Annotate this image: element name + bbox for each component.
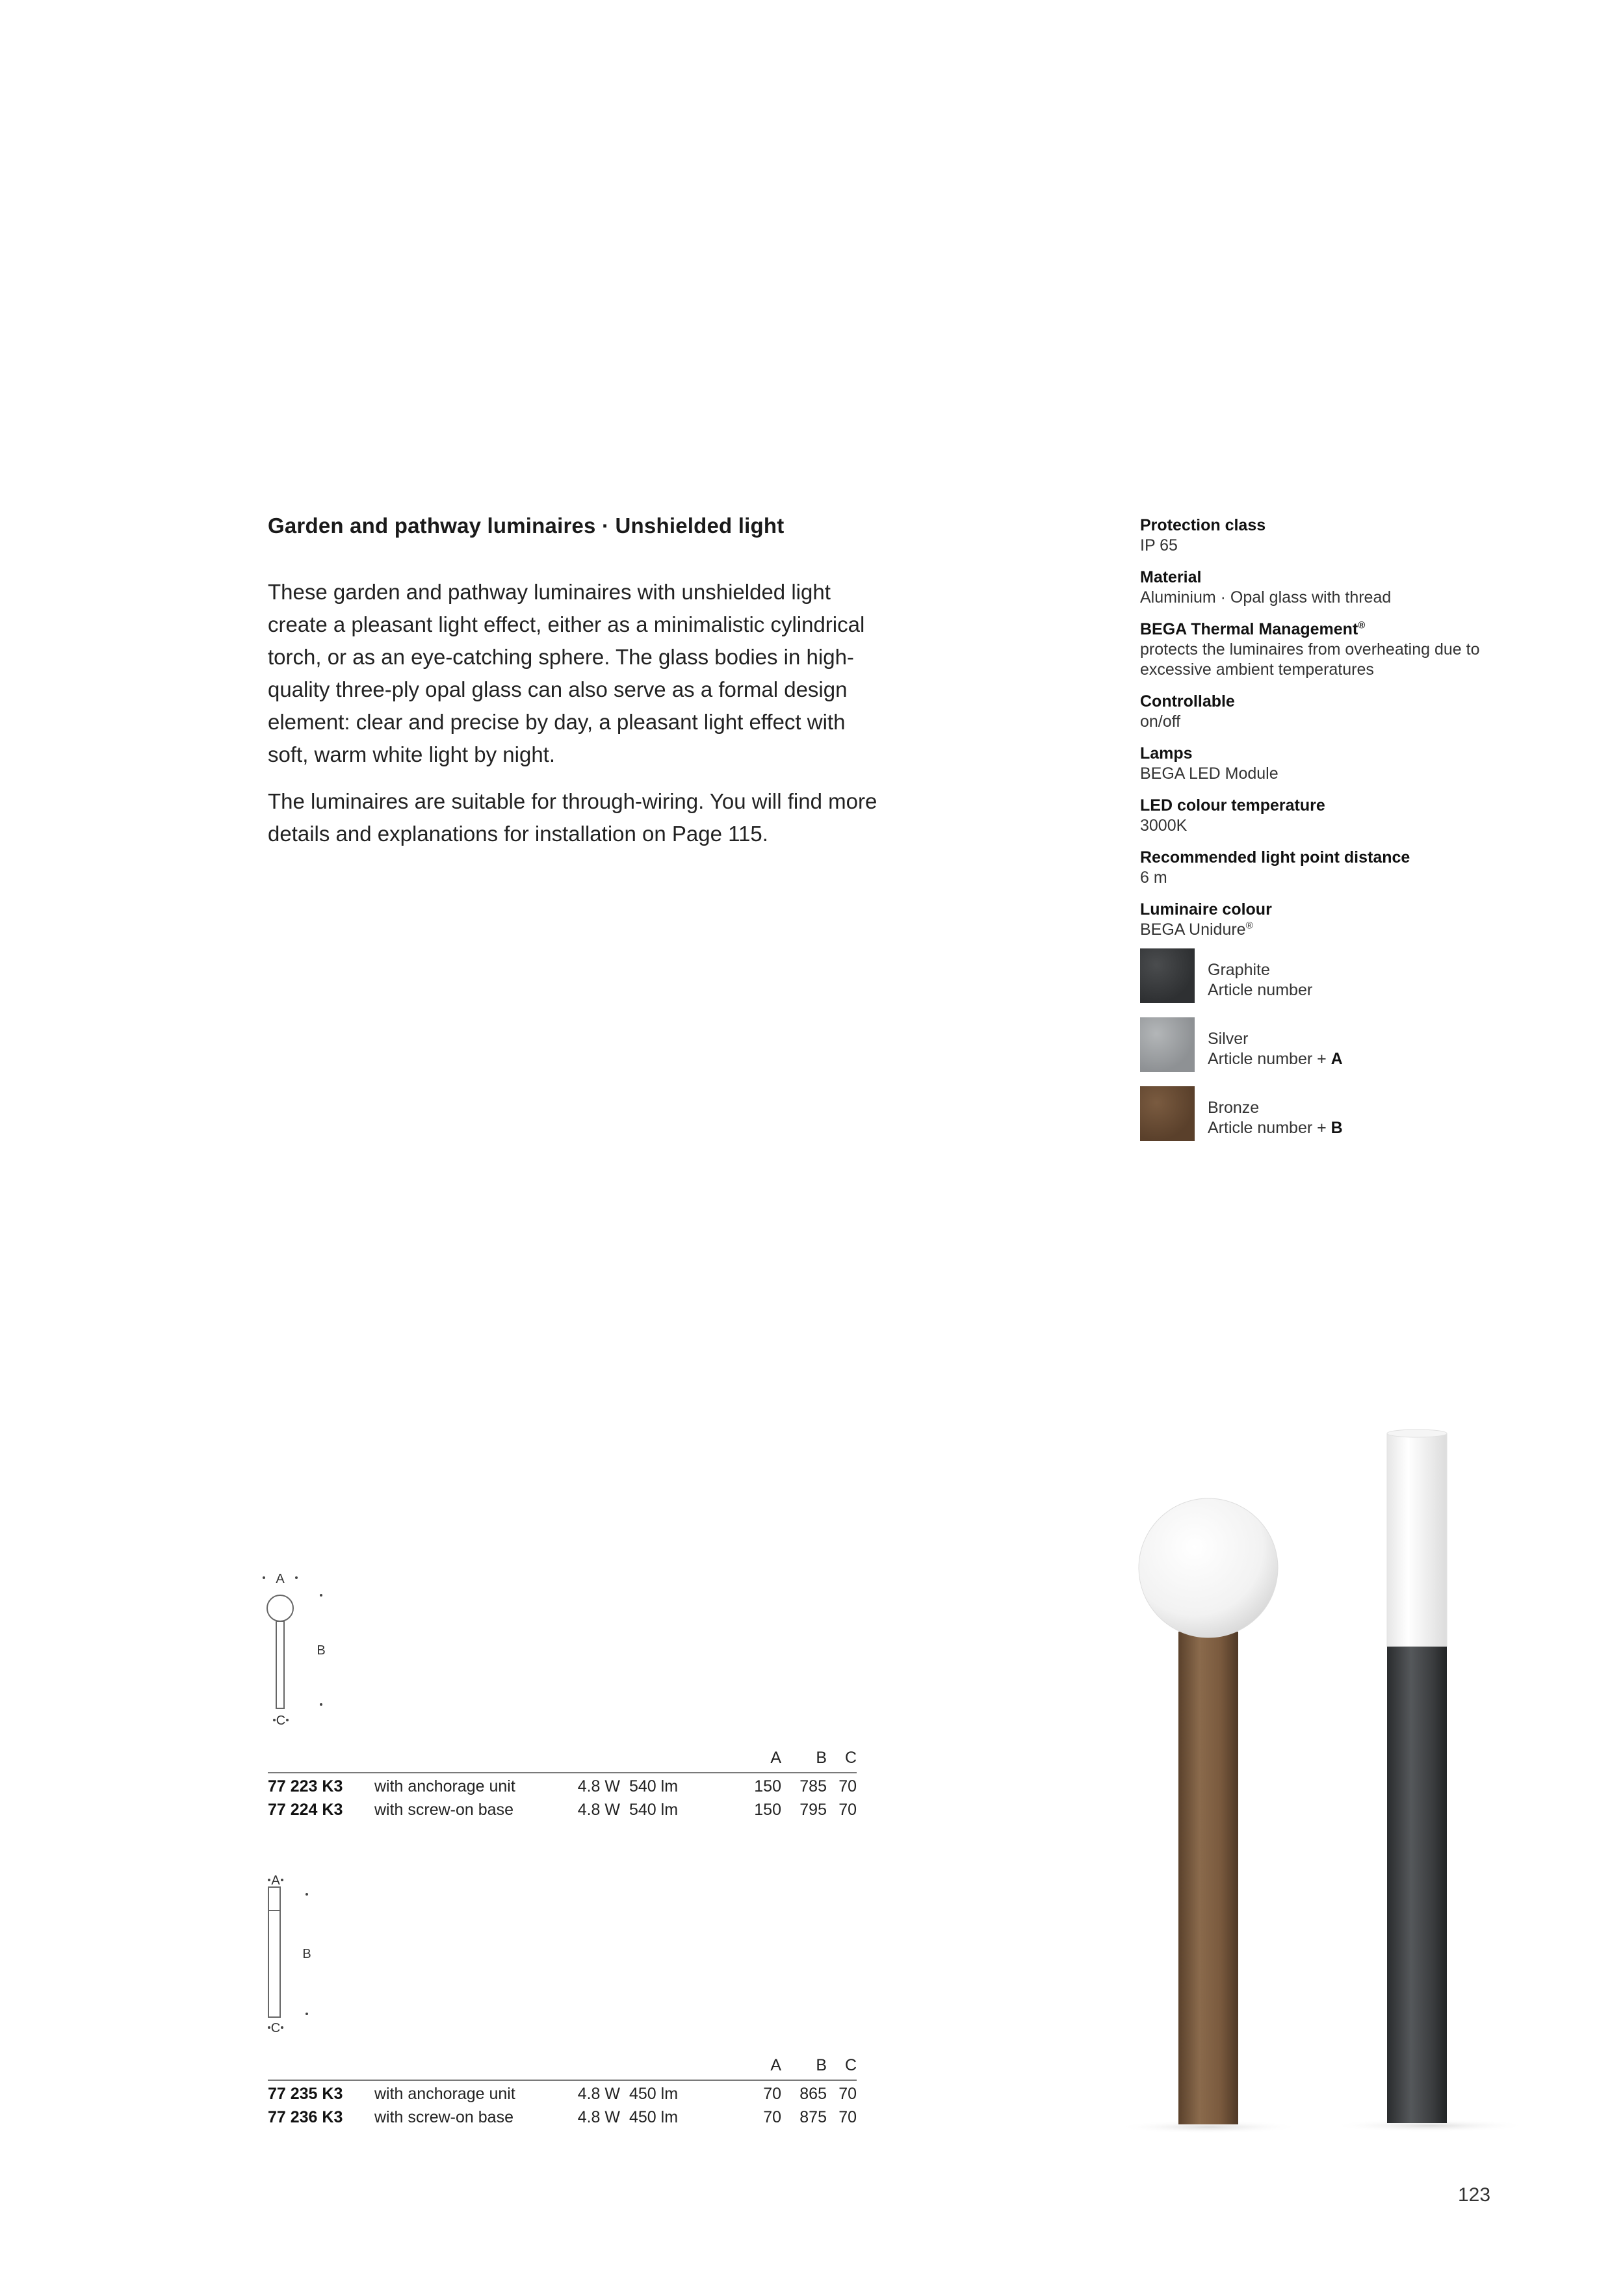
dim-label-c: C (270, 2021, 281, 2035)
dim-label-b: B (302, 1947, 311, 1961)
row-dim-a: 150 (754, 1777, 781, 1795)
page-heading: Garden and pathway luminaires · Unshielded light (268, 514, 785, 538)
specifications (1140, 515, 1504, 1155)
header-c: C (844, 1749, 857, 1767)
colour-name: Bronze (1208, 1099, 1260, 1117)
spec-value (1140, 920, 1504, 940)
article-number: 77 224 K3 (268, 1801, 343, 1819)
spec-label: Material (1140, 568, 1202, 586)
table-rule (268, 1772, 857, 1773)
table-rule (268, 2080, 857, 2081)
intro-paragraph-1: These garden and pathway luminaires with unshielded light create a pleasant light effect, either as a minimalistic cylindrical torch, or as an eye-catching sphere. The glass bodies in high-quality three-ply opal glass can also serve as a formal design element: clear and precise by day, a pleasant light effect with soft, warm white light by night. (268, 580, 865, 766)
table-row (268, 2107, 857, 2130)
product-photo (1105, 1417, 1534, 2139)
spec-value: Aluminium · Opal glass with thread (1140, 588, 1392, 607)
glass-outline (268, 1887, 280, 1911)
spec-controllable (1140, 692, 1504, 732)
colour-options (1140, 948, 1504, 1141)
row-wattage: 4.8 W (577, 1801, 620, 1819)
dim-label-a: A (271, 1873, 280, 1888)
intro-text (268, 576, 879, 865)
pole-outline (276, 1621, 284, 1708)
dim-label-b: B (317, 1643, 326, 1658)
spec-lamps (1140, 744, 1504, 784)
colour-option-bronze (1140, 1086, 1504, 1141)
spec-value: 3000K (1140, 816, 1188, 835)
colour-article: Article number + B (1208, 1119, 1343, 1137)
spec-luminaire-colour (1140, 900, 1504, 940)
spec-label: Controllable (1140, 692, 1235, 711)
registered-mark: ® (1245, 920, 1253, 932)
spec-label: LED colour temperature (1140, 796, 1325, 815)
registered-mark: ® (1358, 620, 1366, 631)
row-wattage: 4.8 W (577, 2108, 620, 2126)
row-dim-c: 70 (838, 2108, 857, 2126)
table-row (268, 2083, 857, 2107)
page-number: 123 (1458, 2184, 1491, 2206)
row-lumen: 450 lm (629, 2108, 679, 2126)
header-a: A (770, 2056, 781, 2074)
spec-label-text: BEGA Thermal Management (1140, 620, 1358, 638)
dimension-drawing-cylinder (260, 1866, 351, 2035)
row-dim-c: 70 (838, 1801, 857, 1819)
article-number: 77 235 K3 (268, 2085, 343, 2103)
spec-label: Lamps (1140, 744, 1193, 763)
header-a: A (770, 1749, 781, 1767)
colour-article: Article number + A (1208, 1050, 1343, 1068)
spec-protection-class (1140, 515, 1504, 556)
colour-swatch-silver (1140, 1017, 1195, 1072)
row-wattage: 4.8 W (577, 2085, 620, 2103)
spec-thermal-management (1140, 620, 1504, 680)
row-description: with anchorage unit (374, 2085, 515, 2103)
spec-label: Luminaire colour (1140, 900, 1272, 919)
spec-value: protects the luminaires from overheating due to excessive ambient temperatures (1140, 640, 1480, 679)
spec-material (1140, 567, 1504, 608)
spec-label: Recommended light point distance (1140, 848, 1410, 867)
spec-value-text: BEGA Unidure (1140, 920, 1246, 939)
article-suffix: A (1331, 1050, 1343, 1068)
spec-value: IP 65 (1140, 536, 1178, 554)
spec-label (1140, 620, 1504, 640)
article-number: 77 236 K3 (268, 2108, 343, 2126)
colour-option-graphite (1140, 948, 1504, 1004)
pole-outline (268, 1911, 280, 2017)
colour-option-silver (1140, 1017, 1504, 1073)
intro-paragraph-2: The luminaires are suitable for through-wiring. You will find more details and explanations for installation on Page 115. (268, 789, 877, 846)
graphite-cylinder-luminaire (1387, 1429, 1447, 2123)
row-lumen: 450 lm (629, 2085, 679, 2103)
table-header (268, 2056, 857, 2080)
colour-article: Article number (1208, 981, 1313, 999)
dim-label-a: A (276, 1572, 285, 1586)
table-row (268, 1776, 857, 1799)
dimension-drawing-sphere (260, 1563, 351, 1732)
row-dim-b: 795 (799, 1801, 827, 1819)
table-row (268, 1799, 857, 1823)
row-dim-b: 785 (799, 1777, 827, 1795)
spec-value: BEGA LED Module (1140, 764, 1279, 783)
row-dim-a: 150 (754, 1801, 781, 1819)
row-dim-b: 865 (799, 2085, 827, 2103)
row-description: with screw-on base (374, 1801, 513, 1819)
row-description: with screw-on base (374, 2108, 513, 2126)
row-dim-a: 70 (763, 2085, 781, 2103)
product-table-sphere (268, 1749, 857, 1823)
row-lumen: 540 lm (629, 1777, 679, 1795)
colour-swatch-bronze (1140, 1086, 1195, 1141)
product-table-cylinder (268, 2056, 857, 2130)
spec-light-point-distance (1140, 848, 1504, 888)
table-header (268, 1749, 857, 1772)
colour-swatch-graphite (1140, 948, 1195, 1003)
sphere-outline (267, 1595, 293, 1621)
dim-label-c: C (276, 1714, 286, 1728)
colour-name: Graphite (1208, 961, 1270, 979)
row-lumen: 540 lm (629, 1801, 679, 1819)
colour-name: Silver (1208, 1030, 1249, 1048)
row-description: with anchorage unit (374, 1777, 515, 1795)
row-wattage: 4.8 W (577, 1777, 620, 1795)
spec-value: on/off (1140, 712, 1181, 731)
spec-colour-temperature (1140, 796, 1504, 836)
row-dim-c: 70 (838, 2085, 857, 2103)
row-dim-a: 70 (763, 2108, 781, 2126)
spec-label: Protection class (1140, 516, 1266, 534)
spec-value: 6 m (1140, 868, 1167, 887)
article-suffix: B (1331, 1119, 1343, 1137)
header-c: C (844, 2056, 857, 2074)
row-dim-c: 70 (838, 1777, 857, 1795)
bronze-sphere-luminaire (1139, 1498, 1278, 2124)
header-b: B (816, 1749, 827, 1767)
row-dim-b: 875 (799, 2108, 827, 2126)
header-b: B (816, 2056, 827, 2074)
article-number: 77 223 K3 (268, 1777, 343, 1795)
